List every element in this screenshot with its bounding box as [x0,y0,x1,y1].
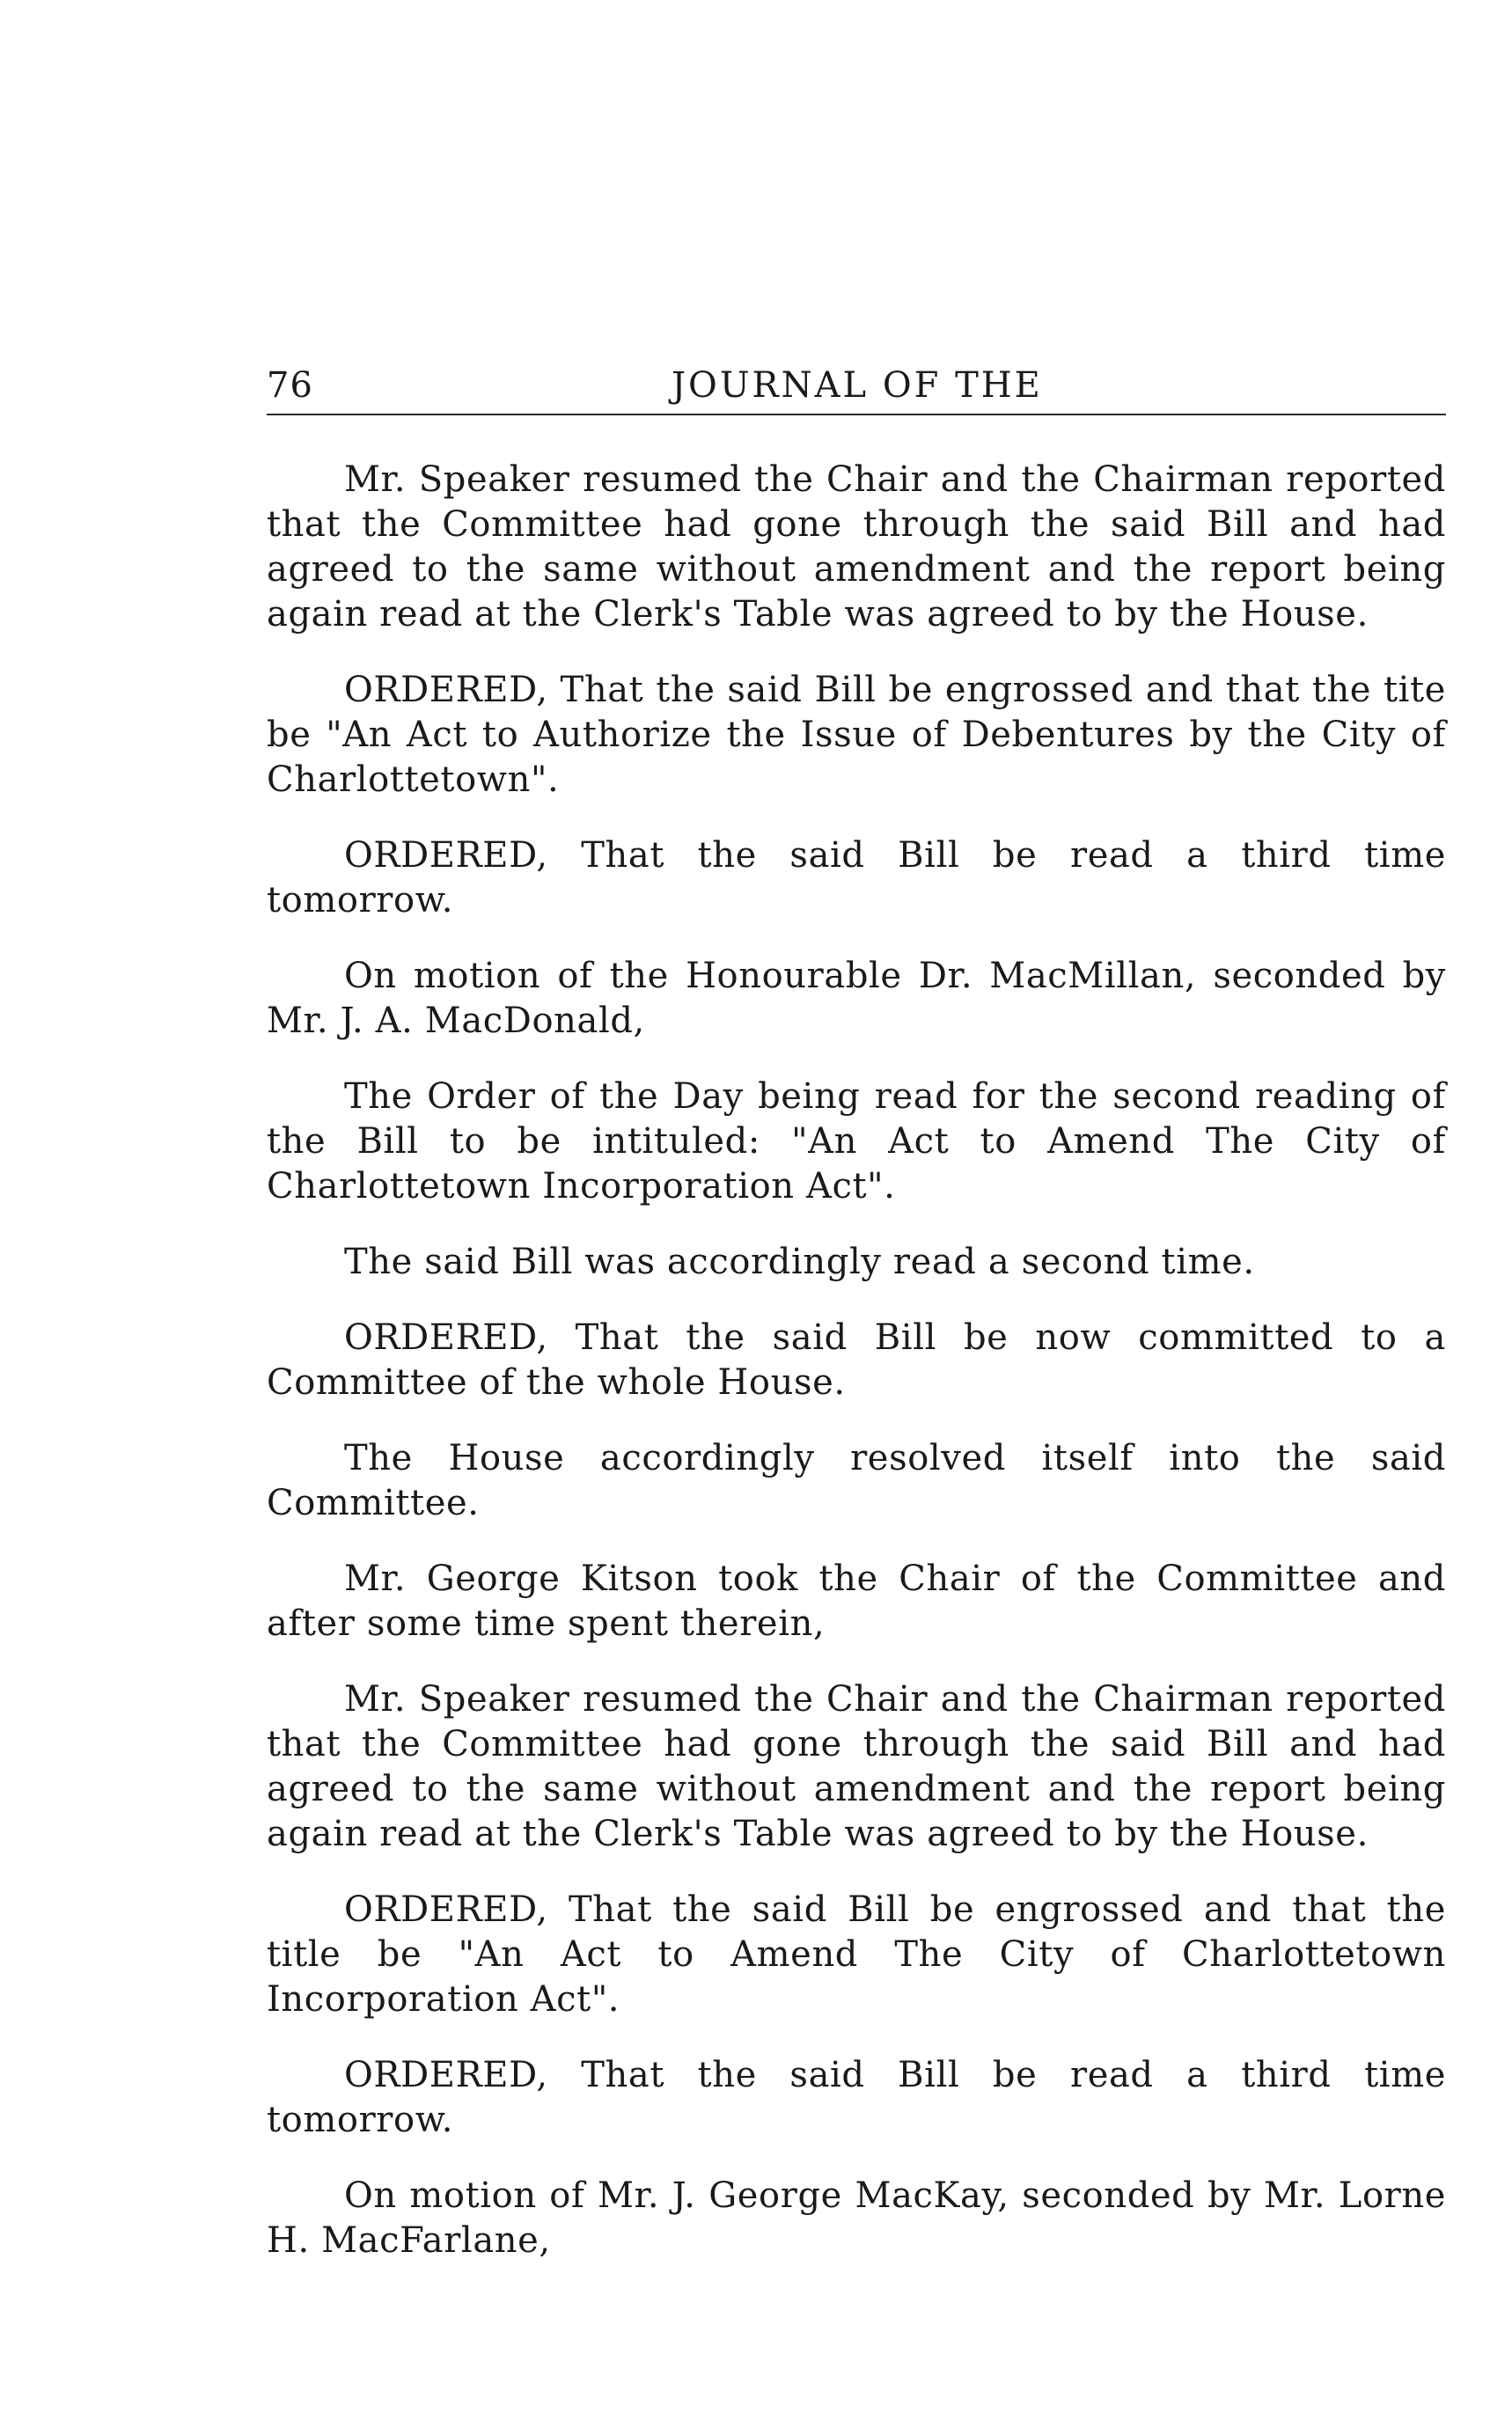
paragraph-second-reading: The said Bill was accordingly read a second time. [344,1242,1255,1282]
running-title: JOURNAL OF THE [672,365,1043,406]
paragraph-order-of-day: The Order of the Day being read for the second reading of the Bill to be intituled: "An Act to Amend The City of Charlottetown Incorporation Act". [267,1076,1446,1207]
paragraph-ordered-third-reading-2: ORDERED, That the said Bill be read a third time tomorrow. [267,2055,1446,2140]
paragraph-house-resolved: The House accordingly resolved itself into the said Committee. [267,1438,1446,1523]
header-rule [267,414,1446,415]
paragraph-took-chair: Mr. George Kitson took the Chair of the Committee and after some time spent therein, [267,1559,1446,1644]
paragraph-ordered-engrossed-1: ORDERED, That the said Bill be engrossed and that the tite be "An Act to Authorize the Issue of Debentures by the City of Charlottetown". [267,670,1446,800]
journal-body [267,458,1446,2294]
paragraph-chairman-report-1: Mr. Speaker resumed the Chair and the Chairman reported that the Committee had gone through the said Bill and had agreed to the same without amendment and the report being again read at the Clerk's Table was agreed to by the House. [267,459,1446,635]
paragraph-motion-2: On motion of Mr. J. George MacKay, seconded by Mr. Lorne H. MacFarlane, [267,2175,1446,2261]
page-number: 76 [267,365,313,406]
paragraph-motion-1: On motion of the Honourable Dr. MacMillan, seconded by Mr. J. A. MacDonald, [267,956,1446,1041]
paragraph-ordered-third-reading-1: ORDERED, That the said Bill be read a third time tomorrow. [267,835,1446,921]
page-header [267,361,1446,410]
paragraph-ordered-engrossed-2: ORDERED, That the said Bill be engrossed and that the title be "An Act to Amend The City of Charlottetown Incorporation Act". [267,1889,1446,2020]
paragraph-chairman-report-2: Mr. Speaker resumed the Chair and the Chairman reported that the Committee had gone through the said Bill and had agreed to the same without amendment and the report being again read at the Clerk's Table was agreed to by the House. [267,1679,1446,1854]
paragraph-ordered-committed: ORDERED, That the said Bill be now committed to a Committee of the whole House. [267,1317,1446,1403]
